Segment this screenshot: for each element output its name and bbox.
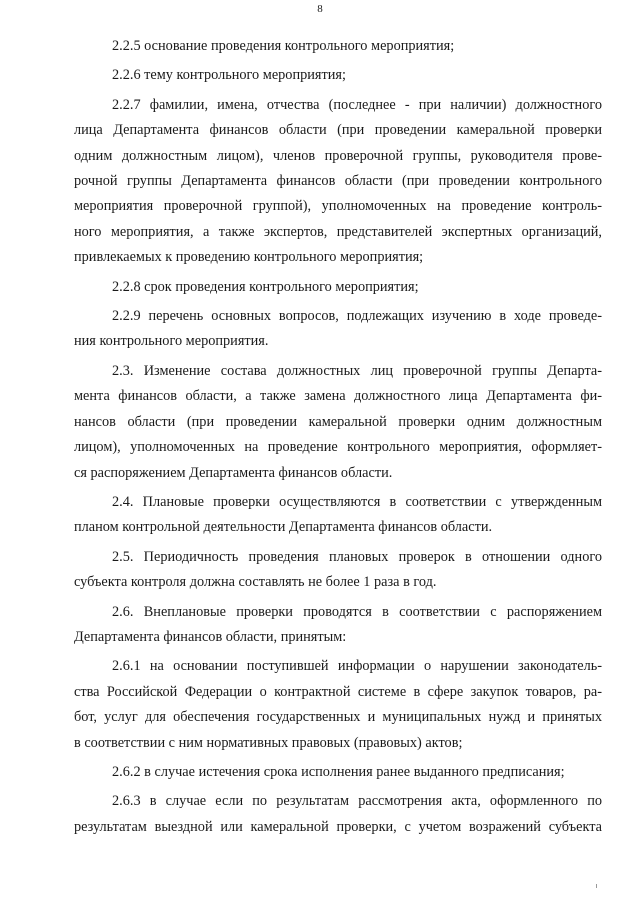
paragraph-line: бот, услуг для обеспечения государственных и муниципальных нужд и принятых <box>74 709 602 726</box>
paragraph-line: одним должностным лицом), членов проверочной группы, руководителя прове- <box>74 147 602 164</box>
paragraph-line: мероприятия проверочной группой), уполномоченных на проведение контроль- <box>74 198 602 215</box>
paragraph <box>74 545 602 596</box>
paragraph-line: 2.2.7 фамилии, имена, отчества (последнее - при наличии) должностного <box>112 96 602 113</box>
paragraph-line: нансов области (при проведении камеральной проверки одним должностным <box>74 413 602 430</box>
paragraph-line: 2.4. Плановые проверки осуществляются в соответствии с утвержденным <box>112 493 602 510</box>
paragraph-line: 2.2.5 основание проведения контрольного мероприятия; <box>112 38 455 54</box>
paragraph <box>74 490 602 541</box>
paragraph <box>74 93 602 271</box>
paragraph-line: субъекта контроля должна составлять не более 1 раза в год. <box>74 574 437 591</box>
paragraph-line: 2.6.1 на основании поступившей информации о нарушении законодатель- <box>112 658 602 675</box>
paragraph <box>74 654 602 756</box>
paragraph-line: рочной группы Департамента финансов области (при проведении контрольного <box>74 173 602 190</box>
document-body <box>74 34 602 844</box>
paragraph-line: привлекаемых к проведению контрольного мероприятия; <box>74 249 424 266</box>
paragraph-line: мента финансов области, а также замена должностного лица Департамента фи- <box>74 388 602 405</box>
paragraph <box>74 304 602 355</box>
paragraph-line: ства Российской Федерации о контрактной системе в сфере закупок товаров, ра- <box>74 683 602 700</box>
page-number: 8 <box>317 3 323 15</box>
paragraph-line: 2.3. Изменение состава должностных лиц проверочной группы Департа- <box>112 362 602 379</box>
paragraph-line: 2.2.6 тему контрольного мероприятия; <box>112 67 346 84</box>
paragraph <box>74 359 602 486</box>
paragraph-line: 2.2.9 перечень основных вопросов, подлежащих изучению в ходе проведе- <box>112 308 602 325</box>
paragraph <box>74 789 602 840</box>
paragraph-line: 2.6.3 в случае если по результатам рассмотрения акта, оформленного по <box>112 793 602 810</box>
paragraph-line: лица Департамента финансов области (при проведении камеральной проверки <box>74 122 602 139</box>
paragraph <box>74 63 602 88</box>
paragraph-line: Департамента финансов области, принятым: <box>74 628 347 645</box>
paragraph-line: результатам выездной или камеральной проверки, с учетом возражений субъекта <box>74 818 602 835</box>
paragraph <box>74 600 602 651</box>
paragraph-line: в соответствии с ним нормативных правовых (правовых) актов; <box>74 734 463 751</box>
paragraph-line: 2.6. Внеплановые проверки проводятся в соответствии с распоряжением <box>112 603 602 620</box>
paragraph-line: 2.5. Периодичность проведения плановых проверок в отношении одного <box>112 548 602 565</box>
paragraph-line: ного мероприятия, а также экспертов, представителей экспертных организаций, <box>74 223 602 240</box>
paragraph <box>74 34 602 59</box>
paragraph-line: 2.6.2 в случае истечения срока исполнения ранее выданного предписания; <box>112 763 565 780</box>
paragraph-line: лицом), уполномоченных на проведение контрольного мероприятия, оформляет- <box>74 439 602 456</box>
paragraph-line: ния контрольного мероприятия. <box>74 333 269 350</box>
paragraph <box>74 760 602 785</box>
paragraph-line: планом контрольной деятельности Департамента финансов области. <box>74 519 493 536</box>
scan-mark <box>596 884 597 888</box>
paragraph <box>74 275 602 300</box>
paragraph-line: 2.2.8 срок проведения контрольного мероприятия; <box>112 278 419 295</box>
paragraph-line: ся распоряжением Департамента финансов области. <box>74 464 393 481</box>
